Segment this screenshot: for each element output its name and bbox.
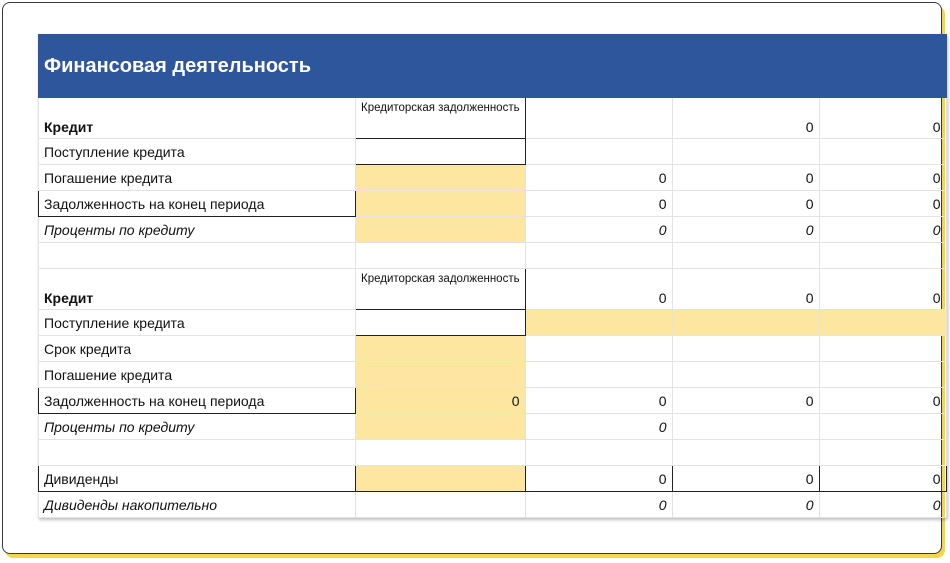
value-cell[interactable]: 0 xyxy=(672,98,819,139)
value-cell[interactable] xyxy=(525,336,672,362)
header-cell xyxy=(672,35,819,98)
input-cell[interactable] xyxy=(356,191,526,217)
value-cell[interactable]: 0 xyxy=(525,165,672,191)
value-cell[interactable]: 0 xyxy=(525,466,672,492)
header-cell xyxy=(525,35,672,98)
value-cell[interactable] xyxy=(672,336,819,362)
row-label: Поступление кредита xyxy=(39,139,356,165)
empty-cell[interactable] xyxy=(39,440,356,466)
input-cell[interactable] xyxy=(356,362,526,388)
table-row xyxy=(39,492,947,518)
value-cell[interactable] xyxy=(525,362,672,388)
value-cell[interactable]: 0 xyxy=(819,217,946,243)
input-cell[interactable] xyxy=(356,492,526,518)
spreadsheet xyxy=(38,34,947,518)
row-label: Задолженность на конец периода xyxy=(39,191,356,217)
value-cell[interactable]: 0 xyxy=(525,269,672,310)
table-row xyxy=(39,336,947,362)
value-cell[interactable]: 0 xyxy=(819,269,946,310)
input-cell[interactable] xyxy=(356,217,526,243)
value-cell[interactable]: 0 xyxy=(672,388,819,414)
row-label: Срок кредита xyxy=(39,336,356,362)
header-row xyxy=(39,35,947,98)
input-cell[interactable] xyxy=(672,310,819,336)
input-cell[interactable] xyxy=(356,466,526,492)
table-row xyxy=(39,440,947,466)
input-cell[interactable] xyxy=(525,310,672,336)
note-cell[interactable]: Кредиторская задолженность xyxy=(356,98,526,139)
row-label: Погашение кредита xyxy=(39,362,356,388)
input-cell[interactable]: 0 xyxy=(356,388,526,414)
input-cell[interactable] xyxy=(819,310,946,336)
value-cell[interactable] xyxy=(525,98,672,139)
value-cell[interactable] xyxy=(819,362,946,388)
value-cell[interactable]: 0 xyxy=(672,269,819,310)
value-cell[interactable]: 0 xyxy=(672,492,819,518)
empty-cell[interactable] xyxy=(525,440,672,466)
value-cell[interactable]: 0 xyxy=(819,165,946,191)
input-cell[interactable] xyxy=(356,310,526,336)
row-label: Проценты по кредиту xyxy=(39,414,356,440)
input-cell[interactable] xyxy=(356,139,526,165)
input-cell[interactable] xyxy=(356,414,526,440)
table-row xyxy=(39,466,947,492)
table-row xyxy=(39,269,947,310)
header-cell xyxy=(819,35,946,98)
value-cell[interactable]: 0 xyxy=(672,466,819,492)
table-row xyxy=(39,98,947,139)
table-row xyxy=(39,139,947,165)
row-label: Задолженность на конец периода xyxy=(39,388,356,414)
note-cell[interactable]: Кредиторская задолженность xyxy=(356,269,526,310)
value-cell[interactable]: 0 xyxy=(525,414,672,440)
value-cell[interactable]: 0 xyxy=(819,492,946,518)
input-cell[interactable] xyxy=(356,336,526,362)
empty-cell[interactable] xyxy=(356,440,526,466)
empty-cell[interactable] xyxy=(819,243,946,269)
row-label: Кредит xyxy=(39,269,356,310)
value-cell[interactable]: 0 xyxy=(819,98,946,139)
row-label: Дивиденды xyxy=(39,466,356,492)
empty-cell[interactable] xyxy=(819,440,946,466)
value-cell[interactable]: 0 xyxy=(525,492,672,518)
empty-cell[interactable] xyxy=(39,243,356,269)
empty-cell[interactable] xyxy=(672,243,819,269)
table-row xyxy=(39,243,947,269)
row-label: Кредит xyxy=(39,98,356,139)
row-label: Поступление кредита xyxy=(39,310,356,336)
table-row xyxy=(39,388,947,414)
row-label: Проценты по кредиту xyxy=(39,217,356,243)
value-cell[interactable]: 0 xyxy=(525,191,672,217)
empty-cell[interactable] xyxy=(356,243,526,269)
table-row xyxy=(39,191,947,217)
input-cell[interactable] xyxy=(356,165,526,191)
value-cell[interactable]: 0 xyxy=(819,466,946,492)
financing-table xyxy=(38,34,947,518)
table-row xyxy=(39,414,947,440)
table-row xyxy=(39,217,947,243)
value-cell[interactable] xyxy=(819,139,946,165)
value-cell[interactable]: 0 xyxy=(525,388,672,414)
table-row xyxy=(39,362,947,388)
empty-cell[interactable] xyxy=(672,440,819,466)
table-row xyxy=(39,165,947,191)
value-cell[interactable] xyxy=(672,414,819,440)
value-cell[interactable]: 0 xyxy=(672,191,819,217)
value-cell[interactable] xyxy=(819,336,946,362)
value-cell[interactable] xyxy=(819,414,946,440)
row-label: Дивиденды накопительно xyxy=(39,492,356,518)
value-cell[interactable]: 0 xyxy=(672,217,819,243)
value-cell[interactable]: 0 xyxy=(819,191,946,217)
value-cell[interactable] xyxy=(672,362,819,388)
page-title: Финансовая деятельность xyxy=(39,35,356,98)
empty-cell[interactable] xyxy=(525,243,672,269)
value-cell[interactable] xyxy=(672,139,819,165)
value-cell[interactable]: 0 xyxy=(672,165,819,191)
table-row xyxy=(39,310,947,336)
value-cell[interactable] xyxy=(525,139,672,165)
header-cell xyxy=(356,35,526,98)
row-label: Погашение кредита xyxy=(39,165,356,191)
value-cell[interactable]: 0 xyxy=(819,388,946,414)
value-cell[interactable]: 0 xyxy=(525,217,672,243)
